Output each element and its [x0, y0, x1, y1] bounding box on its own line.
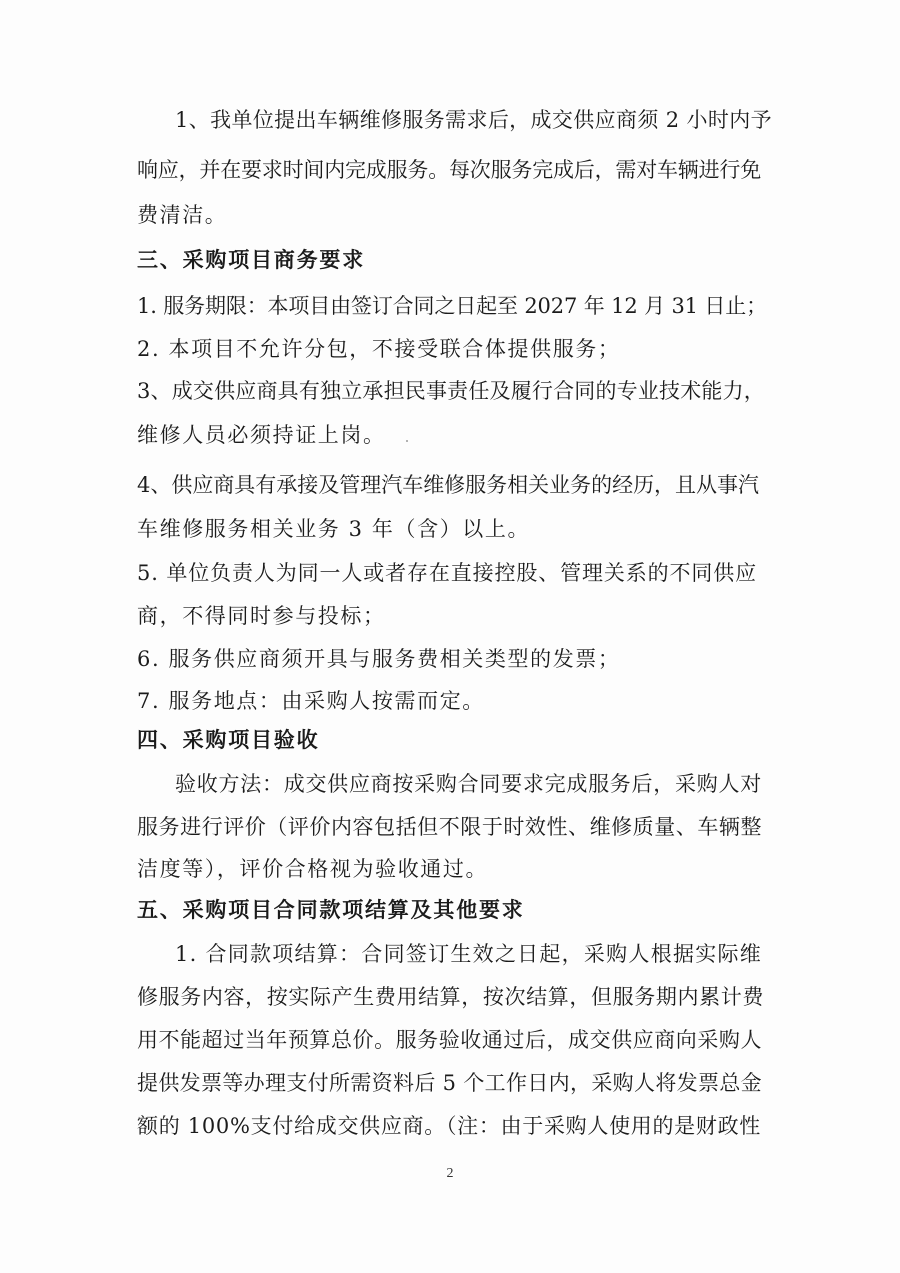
section-heading: 三、采购项目商务要求 [137, 247, 365, 272]
text-line: 验收方法：成交供应商按采购合同要求完成服务后，采购人对 [175, 772, 762, 796]
scan-speck [406, 440, 408, 442]
text-line: 6. 服务供应商须开具与服务费相关类型的发票； [137, 647, 621, 671]
text-line: 维修人员必须持证上岗。 [137, 423, 386, 447]
text-line: 商，不得同时参与投标； [137, 604, 386, 628]
text-line: 洁度等），评价合格视为验收通过。 [137, 857, 489, 881]
section-heading: 五、采购项目合同款项结算及其他要求 [137, 897, 525, 922]
text-line: 用不能超过当年预算总价。服务验收通过后，成交供应商向采购人 [137, 1028, 762, 1052]
text-line: 额的 100%支付给成交供应商。（注：由于采购人使用的是财政性 [137, 1114, 761, 1138]
page-number: 2 [446, 1166, 454, 1181]
text-line: 5. 单位负责人为同一人或者存在直接控股、管理关系的不同供应 [137, 561, 757, 585]
text-line: 2. 本项目不允许分包，不接受联合体提供服务； [137, 337, 621, 361]
text-line: 3、成交供应商具有独立承担民事责任及履行合同的专业技术能力， [137, 379, 765, 403]
text-line: 修服务内容，按实际产生费用结算，按次结算，但服务期内累计费 [137, 985, 764, 1009]
text-line: 费清洁。 [137, 203, 228, 227]
text-line: 服务进行评价（评价内容包括但不限于时效性、维修质量、车辆整 [137, 815, 762, 839]
text-line: 4、供应商具有承接及管理汽车维修服务相关业务的经历，且从事汽 [137, 473, 759, 497]
text-line: 响应，并在要求时间内完成服务。每次服务完成后，需对车辆进行免 [137, 158, 761, 182]
text-line: 提供发票等办理支付所需资料后 5 个工作日内，采购人将发票总金 [137, 1071, 762, 1095]
section-heading: 四、采购项目验收 [137, 727, 320, 752]
text-line: 1、我单位提出车辆维修服务需求后，成交供应商须 2 小时内予 [175, 108, 772, 132]
text-line: 1. 服务期限：本项目由签订合同之日起至 2027 年 12 月 31 日止； [137, 294, 767, 318]
text-line: 7. 服务地点：由采购人按需而定。 [137, 689, 485, 713]
text-line: 车维修服务相关业务 3 年（含）以上。 [137, 517, 531, 541]
text-line: 1. 合同款项结算：合同签订生效之日起，采购人根据实际维 [175, 942, 762, 966]
